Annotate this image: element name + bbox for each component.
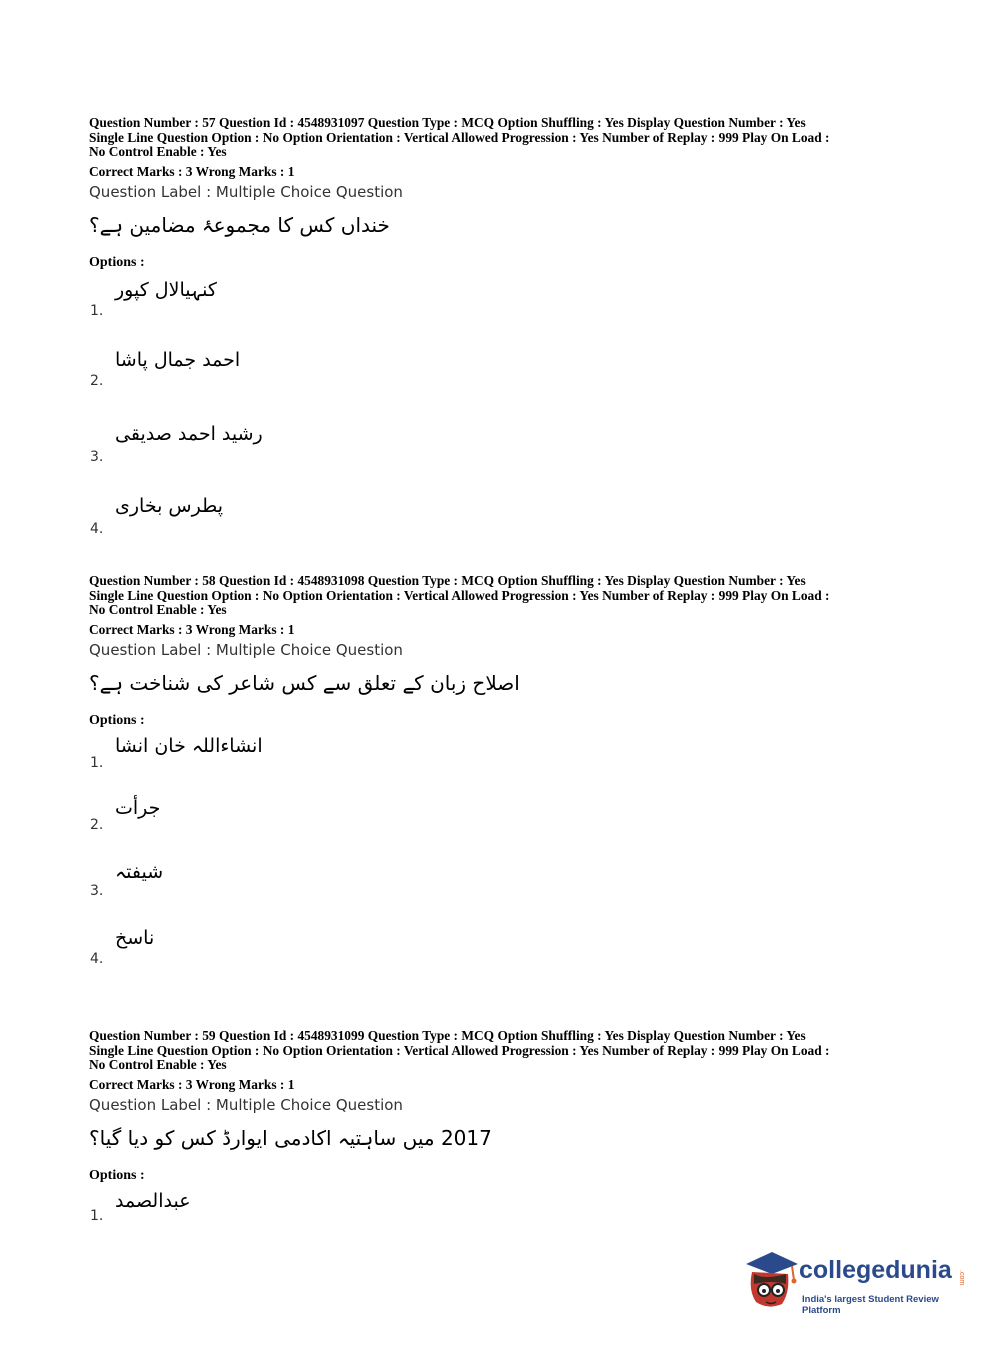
option-text: انشاءاللہ خان انشا	[115, 735, 263, 758]
question-meta	[89, 1029, 919, 1073]
question-label: Question Label : Multiple Choice Question	[89, 641, 403, 660]
meta-line: No Control Enable : Yes	[89, 1057, 227, 1073]
logo-suffix: .com	[958, 1270, 965, 1286]
option-3[interactable]	[89, 861, 919, 927]
question-text: خنداں کس کا مجموعۂ مضامین ہے؟	[89, 213, 390, 238]
question-meta	[89, 574, 919, 618]
option-text: رشید احمد صدیقی	[115, 423, 263, 446]
question-meta	[89, 116, 919, 160]
meta-line: Question Number : 58 Question Id : 4548931098 Question Type : MCQ Option Shuffling : Yes Display Question Number : Yes	[89, 573, 806, 588]
option-3[interactable]	[89, 423, 919, 495]
option-number: 1.	[90, 1208, 104, 1225]
question-label: Question Label : Multiple Choice Question	[89, 1096, 403, 1115]
question-text: 2017 میں ساہتیہ اکادمی ایوارڈ کس کو دیا گیا؟	[89, 1126, 492, 1151]
collegedunia-logo[interactable]	[742, 1250, 972, 1316]
options-list	[89, 279, 919, 567]
meta-line: Single Line Question Option : No Option Orientation : Vertical Allowed Progression : Yes Number of Replay : 999 Play On Load :	[89, 1042, 830, 1058]
option-text: عبدالصمد	[115, 1190, 191, 1213]
meta-line: No Control Enable : Yes	[89, 602, 227, 618]
meta-line: Single Line Question Option : No Option Orientation : Vertical Allowed Progression : Yes Number of Replay : 999 Play On Load :	[89, 587, 830, 603]
option-text: احمد جمال پاشا	[115, 349, 241, 372]
option-text: پطرس بخاری	[115, 495, 223, 518]
option-number: 4.	[90, 951, 104, 968]
meta-line: Question Number : 57 Question Id : 4548931097 Question Type : MCQ Option Shuffling : Yes Display Question Number : Yes	[89, 115, 806, 130]
option-number: 1.	[90, 755, 104, 772]
option-1[interactable]	[89, 279, 919, 351]
option-4[interactable]	[89, 927, 919, 987]
option-text: شیفتہ	[115, 861, 164, 884]
options-list	[89, 1190, 919, 1240]
marks: Correct Marks : 3 Wrong Marks : 1	[89, 621, 295, 637]
question-label: Question Label : Multiple Choice Question	[89, 183, 403, 202]
option-text: ناسخ	[115, 927, 155, 950]
options-heading: Options :	[89, 713, 145, 729]
option-text: کنہیالال کپور	[115, 279, 217, 302]
question-59	[89, 1029, 919, 1240]
option-2[interactable]	[89, 797, 919, 861]
marks: Correct Marks : 3 Wrong Marks : 1	[89, 163, 295, 179]
option-number: 2.	[90, 817, 104, 834]
question-57	[89, 116, 919, 567]
option-number: 1.	[90, 303, 104, 320]
option-text: جرأت	[115, 797, 161, 820]
options-list	[89, 735, 919, 987]
option-number: 3.	[90, 449, 104, 466]
option-number: 2.	[90, 373, 104, 390]
meta-line: Single Line Question Option : No Option Orientation : Vertical Allowed Progression : Yes Number of Replay : 999 Play On Load :	[89, 129, 830, 145]
option-1[interactable]	[89, 1190, 919, 1240]
meta-line: Question Number : 59 Question Id : 4548931099 Question Type : MCQ Option Shuffling : Yes Display Question Number : Yes	[89, 1028, 806, 1043]
mascot-icon	[742, 1250, 800, 1312]
option-4[interactable]	[89, 495, 919, 567]
options-heading: Options :	[89, 1168, 145, 1184]
question-58	[89, 574, 919, 987]
option-number: 4.	[90, 521, 104, 538]
options-heading: Options :	[89, 255, 145, 271]
logo-name: collegedunia	[799, 1256, 952, 1284]
question-text: اصلاح زبان کے تعلق سے کس شاعر کی شناخت ہے؟	[89, 671, 520, 696]
logo-tagline: India's largest Student Review Platform	[802, 1294, 939, 1316]
option-number: 3.	[90, 883, 104, 900]
marks: Correct Marks : 3 Wrong Marks : 1	[89, 1076, 295, 1092]
option-1[interactable]	[89, 735, 919, 797]
option-2[interactable]	[89, 351, 919, 423]
meta-line: No Control Enable : Yes	[89, 144, 227, 160]
